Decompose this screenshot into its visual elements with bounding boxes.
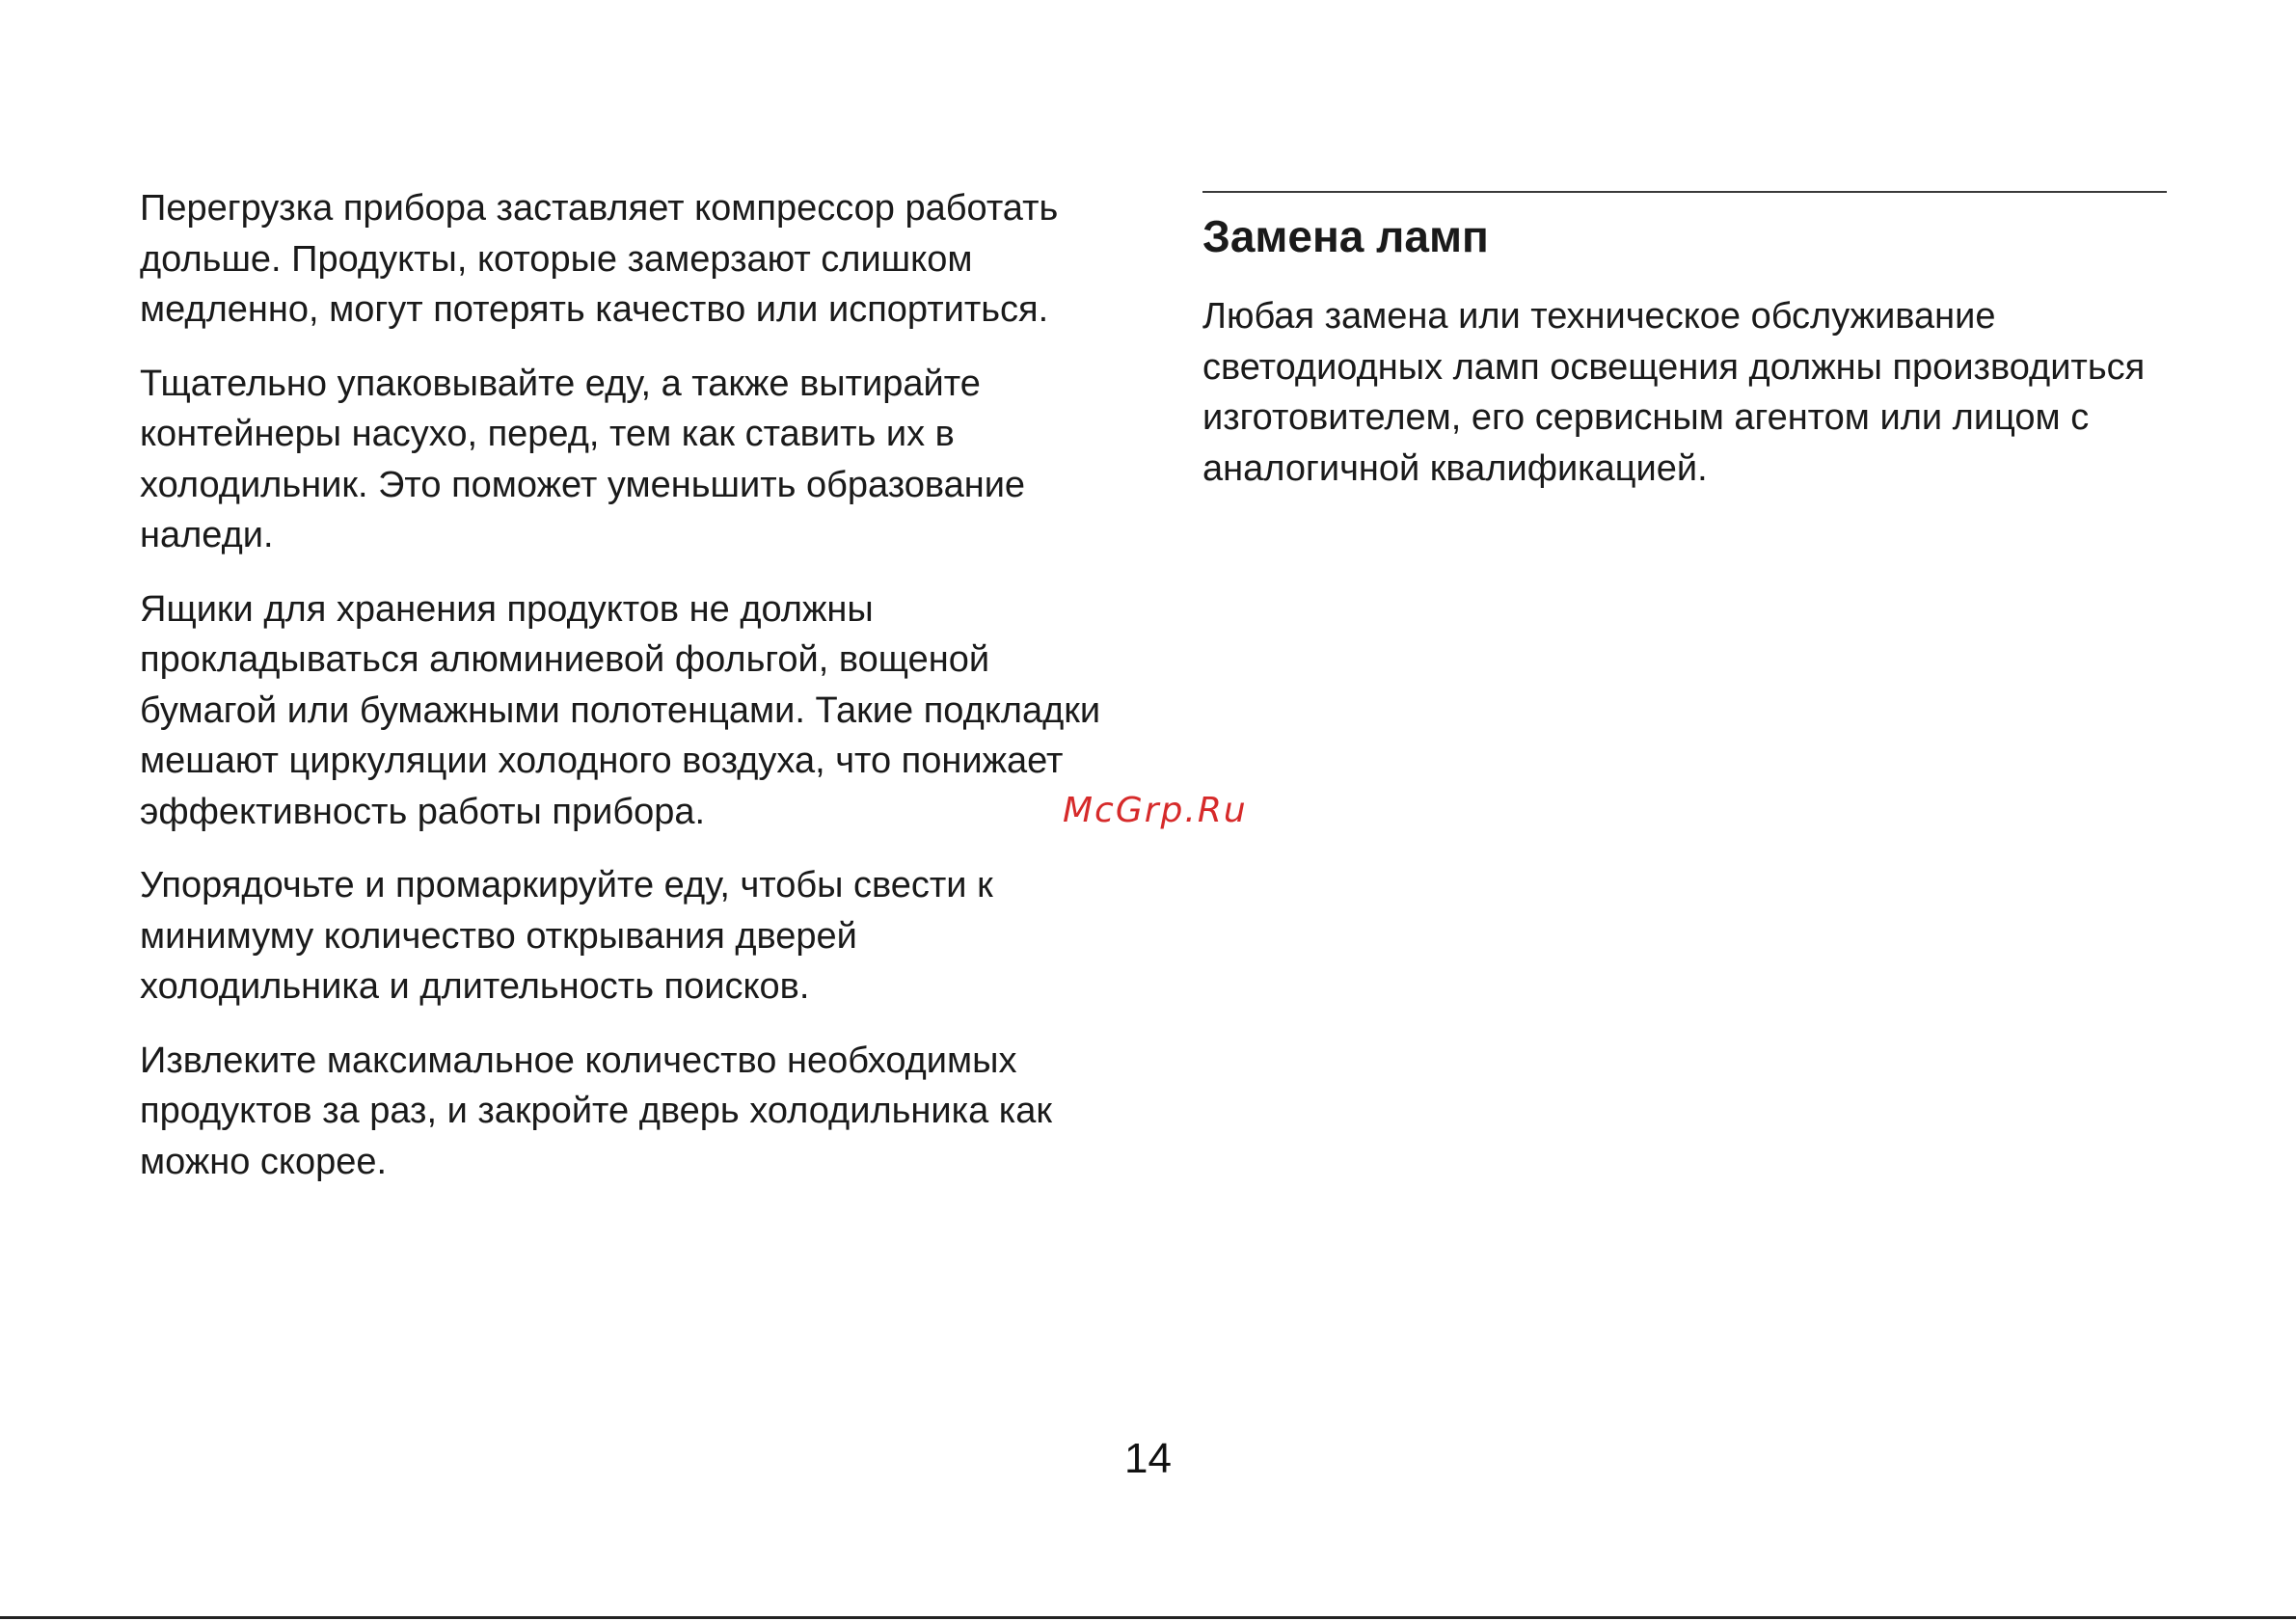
section-divider (1202, 191, 2167, 193)
bottom-divider (0, 1616, 2296, 1619)
watermark: McGrp.Ru (1063, 791, 1248, 830)
paragraph-packaging: Тщательно упаковывайте еду, а также вытирайте контейнеры насухо, перед, тем как ставить их в холодильник. Это поможет уменьшить образование наледи. (140, 363, 1026, 555)
paragraph-door: Извлеките максимальное количество необходимых продуктов за раз, и закройте дверь холодильника как можно скорее. (140, 1040, 1052, 1182)
section-body: Любая замена или техническое обслуживание светодиодных ламп освещения должны производиться изготовителем, его сервисным агентом или лицом с аналогичной квалификацией. (1202, 296, 2146, 489)
paragraph-labeling: Упорядочьте и промаркируйте еду, чтобы свести к минимуму количество открывания дверей холодильника и длительность поисков. (140, 865, 993, 1007)
paragraph-drawers: Ящики для хранения продуктов не должны прокладываться алюминиевой фольгой, вощеной бумагой или бумажными полотенцами. Такие подкладки мешают циркуляции холодного воздуха, что понижает эффективность работы прибора. (140, 588, 1101, 832)
left-column (140, 183, 1104, 1210)
section-title: Замена ламп (1202, 211, 1489, 261)
right-column (1202, 191, 2167, 494)
page-number: 14 (1124, 1435, 1172, 1482)
paragraph-overload: Перегрузка прибора заставляет компрессор работать дольше. Продукты, которые замерзают слишком медленно, могут потерять качество или испортиться. (140, 188, 1059, 330)
